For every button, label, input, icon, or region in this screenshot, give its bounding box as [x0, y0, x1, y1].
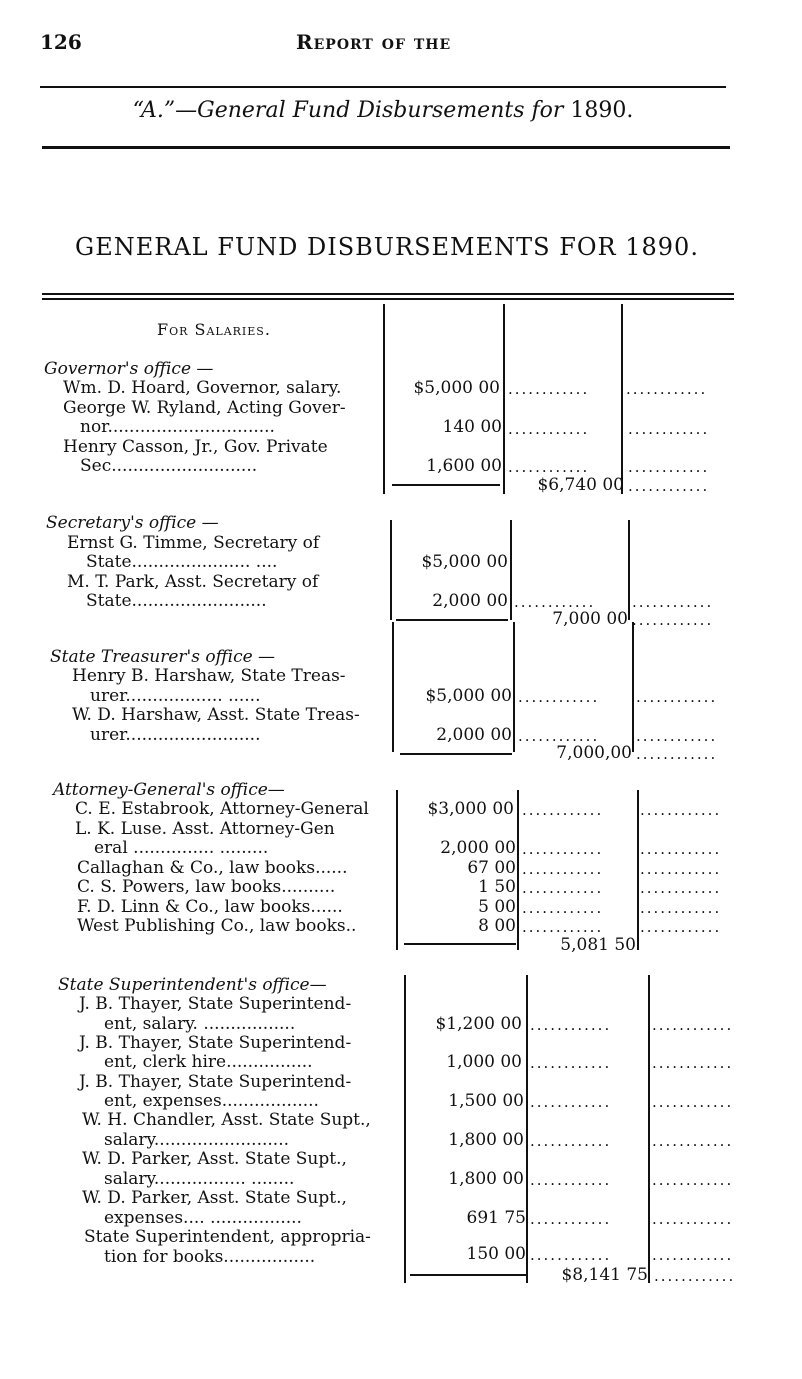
column-rule-2e: [526, 975, 528, 1283]
dot-leader: ............: [530, 1171, 612, 1189]
dot-leader: ............: [522, 801, 604, 819]
dot-leader: ............: [518, 727, 600, 745]
column-rule-3c: [632, 622, 634, 752]
amount-cell: 1,600 00: [426, 456, 502, 476]
amount-cell: $5,000 00: [425, 686, 512, 706]
dot-leader: ............: [530, 1132, 612, 1150]
column-rule-3: [621, 304, 623, 494]
page-number: 126: [40, 30, 82, 54]
amount-cell: 1,000 00: [446, 1052, 522, 1072]
dot-leader: ............: [508, 420, 590, 438]
dot-leader: ............: [632, 611, 714, 629]
entry-line: W. H. Chandler, Asst. State Supt.,: [82, 1110, 371, 1130]
entry-line: eral ............... .........: [94, 838, 269, 858]
table-top-rule-1: [42, 293, 734, 295]
entry-line: expenses.... .................: [104, 1208, 302, 1228]
entry-line: Sec...........................: [80, 456, 258, 476]
dot-leader: ............: [628, 477, 710, 495]
entry-line: W. D. Parker, Asst. State Supt.,: [82, 1149, 347, 1169]
subtitle-text: “A.”—General Fund Disbursements for: [132, 98, 564, 123]
section-title-attorney-general: Attorney-General's office—: [53, 780, 285, 800]
amount-cell: 8 00: [478, 916, 516, 936]
subtotal-rule: [410, 1274, 526, 1276]
entry-line: State...................... ....: [86, 552, 278, 572]
entry-line: C. S. Powers, law books..........: [77, 877, 336, 897]
dot-leader: ............: [626, 380, 708, 398]
section-title-secretary: Secretary's office —: [46, 513, 219, 533]
dot-leader: ............: [508, 458, 590, 476]
subtitle: [40, 98, 726, 123]
amount-cell: $5,000 00: [413, 378, 500, 398]
entry-line: ent, clerk hire................: [104, 1052, 313, 1072]
entry-line: Callaghan & Co., law books......: [77, 858, 348, 878]
section-title-treasurer: State Treasurer's office —: [50, 647, 276, 667]
column-rule-2b: [510, 520, 512, 620]
amount-cell: 150 00: [466, 1244, 526, 1264]
dot-leader: ............: [518, 688, 600, 706]
section-total: 7,000 00: [552, 609, 628, 629]
section-total: $6,740 00: [537, 475, 624, 495]
dot-leader: ............: [522, 879, 604, 897]
amount-cell: 1 50: [478, 877, 516, 897]
dot-leader: ............: [640, 918, 722, 936]
column-rule-3b: [628, 520, 630, 620]
entry-line: F. D. Linn & Co., law books......: [77, 897, 343, 917]
entry-line: George W. Ryland, Acting Gover-: [63, 398, 346, 418]
entry-line: tion for books.................: [104, 1247, 316, 1267]
amount-cell: 2,000 00: [440, 838, 516, 858]
for-salaries-heading: For Salaries.: [157, 320, 271, 339]
dot-leader: ............: [530, 1054, 612, 1072]
amount-cell: 691 75: [466, 1208, 526, 1228]
section-total: 7,000,00: [556, 743, 632, 763]
column-rule-1b: [390, 520, 392, 620]
subtotal-rule: [400, 753, 512, 755]
dot-leader: ............: [530, 1246, 612, 1264]
entry-line: ent, expenses..................: [104, 1091, 319, 1111]
table-top-rule-2: [42, 298, 734, 300]
entry-line: ent, salary. .................: [104, 1014, 296, 1034]
column-rule-1d: [396, 790, 398, 950]
dot-leader: ............: [530, 1093, 612, 1111]
page-title: GENERAL FUND DISBURSEMENTS FOR 1890.: [75, 233, 699, 261]
dot-leader: ............: [632, 593, 714, 611]
dot-leader: ............: [636, 688, 718, 706]
dot-leader: ............: [628, 420, 710, 438]
dot-leader: ............: [522, 860, 604, 878]
entry-line: Wm. D. Hoard, Governor, salary.: [63, 378, 342, 398]
subtotal-rule: [404, 943, 516, 945]
entry-line: Ernst G. Timme, Secretary of: [67, 533, 320, 553]
dot-leader: ............: [652, 1093, 734, 1111]
dot-leader: ............: [522, 918, 604, 936]
entry-line: urer.................. ......: [90, 686, 261, 706]
dot-leader: ............: [640, 899, 722, 917]
column-rule-1c: [392, 622, 394, 752]
amount-cell: 2,000 00: [432, 591, 508, 611]
entry-line: nor...............................: [80, 417, 275, 437]
dot-leader: ............: [652, 1171, 734, 1189]
dot-leader: ............: [652, 1054, 734, 1072]
dot-leader: ............: [640, 879, 722, 897]
entry-line: State Superintendent, appropria-: [84, 1227, 371, 1247]
dot-leader: ............: [522, 899, 604, 917]
column-rule-2: [503, 304, 505, 494]
dot-leader: ............: [640, 860, 722, 878]
amount-cell: $5,000 00: [421, 552, 508, 572]
amount-cell: 1,500 00: [448, 1091, 524, 1111]
dot-leader: ............: [530, 1210, 612, 1228]
amount-cell: 2,000 00: [436, 725, 512, 745]
entry-line: L. K. Luse. Asst. Attorney-Gen: [75, 819, 335, 839]
top-rule: [40, 86, 726, 88]
dot-leader: ............: [628, 458, 710, 476]
entry-line: urer.........................: [90, 725, 261, 745]
column-rule-2d: [517, 790, 519, 950]
entry-line: salary................. ........: [104, 1169, 295, 1189]
column-rule-3d: [637, 790, 639, 950]
entry-line: State.........................: [86, 591, 267, 611]
column-rule-3e: [648, 975, 650, 1283]
column-rule-2c: [513, 622, 515, 752]
entry-line: J. B. Thayer, State Superintend-: [79, 1072, 352, 1092]
amount-cell: 140 00: [442, 417, 502, 437]
section-total: $8,141 75: [561, 1265, 648, 1285]
dot-leader: ............: [652, 1210, 734, 1228]
amount-cell: $1,200 00: [435, 1014, 522, 1034]
section-title-superintendent: State Superintendent's office—: [58, 975, 327, 995]
entry-line: J. B. Thayer, State Superintend-: [79, 994, 352, 1014]
entry-line: J. B. Thayer, State Superintend-: [79, 1033, 352, 1053]
entry-line: Henry B. Harshaw, State Treas-: [72, 666, 346, 686]
dot-leader: ............: [654, 1267, 736, 1285]
column-rule-1e: [404, 975, 406, 1283]
entry-line: C. E. Estabrook, Attorney-General: [75, 799, 369, 819]
subtotal-rule: [396, 619, 508, 621]
entry-line: W. D. Parker, Asst. State Supt.,: [82, 1188, 347, 1208]
running-head: Report of the: [296, 30, 452, 54]
amount-cell: 1,800 00: [448, 1130, 524, 1150]
subtitle-year: 1890.: [570, 98, 634, 123]
amount-cell: 1,800 00: [448, 1169, 524, 1189]
dot-leader: ............: [652, 1132, 734, 1150]
entry-line: Henry Casson, Jr., Gov. Private: [63, 437, 328, 457]
dot-leader: ............: [522, 840, 604, 858]
dot-leader: ............: [514, 593, 596, 611]
dot-leader: ............: [508, 380, 590, 398]
column-rule-1: [383, 304, 385, 494]
dot-leader: ............: [636, 727, 718, 745]
amount-cell: $3,000 00: [427, 799, 514, 819]
dot-leader: ............: [640, 801, 722, 819]
entry-line: salary.........................: [104, 1130, 289, 1150]
dot-leader: ............: [652, 1016, 734, 1034]
entry-line: M. T. Park, Asst. Secretary of: [67, 572, 319, 592]
subtitle-rule: [42, 146, 730, 149]
amount-cell: 5 00: [478, 897, 516, 917]
dot-leader: ............: [636, 745, 718, 763]
dot-leader: ............: [530, 1016, 612, 1034]
dot-leader: ............: [640, 840, 722, 858]
amount-cell: 67 00: [467, 858, 516, 878]
entry-line: W. D. Harshaw, Asst. State Treas-: [72, 705, 360, 725]
section-total: 5,081 50: [560, 935, 636, 955]
dot-leader: ............: [652, 1246, 734, 1264]
subtotal-rule: [392, 484, 500, 486]
section-title-governor: Governor's office —: [44, 359, 214, 379]
entry-line: West Publishing Co., law books..: [77, 916, 357, 936]
